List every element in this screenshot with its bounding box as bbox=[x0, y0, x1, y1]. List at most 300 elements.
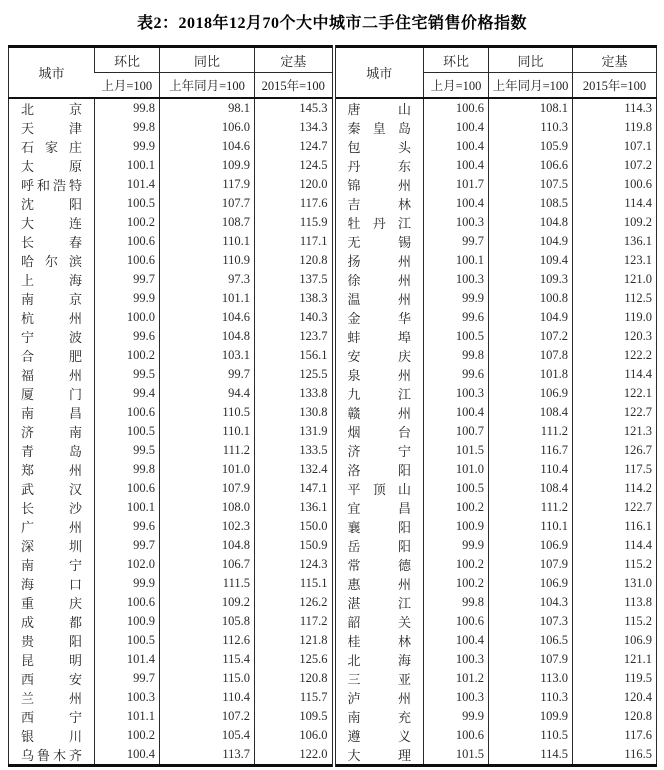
fixed-base-index-cell: 106.9 bbox=[573, 631, 657, 650]
city-cell: 安庆 bbox=[334, 346, 424, 365]
city-cell: 青岛 bbox=[21, 444, 82, 459]
yoy-index-cell: 107.9 bbox=[489, 555, 573, 574]
fixed-base-index-cell: 122.7 bbox=[573, 498, 657, 517]
yoy-index-cell: 107.2 bbox=[489, 327, 573, 346]
yoy-index-cell: 97.3 bbox=[160, 270, 255, 289]
fixed-base-index-cell: 136.1 bbox=[573, 232, 657, 251]
fixed-base-index-cell: 126.2 bbox=[255, 593, 334, 612]
mom-index-cell: 100.9 bbox=[95, 612, 160, 631]
fixed-base-index-cell: 120.8 bbox=[255, 669, 334, 688]
yoy-index-cell: 109.3 bbox=[489, 270, 573, 289]
city-cell: 泸州 bbox=[334, 688, 424, 707]
yoy-index-cell: 113.7 bbox=[160, 745, 255, 766]
fixed-base-index-cell: 126.7 bbox=[573, 441, 657, 460]
city-cell: 济南 bbox=[21, 425, 82, 440]
fixed-base-index-cell: 121.0 bbox=[573, 270, 657, 289]
fixed-base-index-cell: 114.4 bbox=[573, 365, 657, 384]
header-mom-base-right: 上月=100 bbox=[424, 73, 489, 99]
mom-index-cell: 100.2 bbox=[95, 346, 160, 365]
city-cell: 长春 bbox=[21, 235, 82, 250]
mom-index-cell: 101.4 bbox=[95, 650, 160, 669]
city-cell: 无锡 bbox=[334, 232, 424, 251]
yoy-index-cell: 101.0 bbox=[160, 460, 255, 479]
header-yoy-right: 同比 bbox=[489, 47, 573, 73]
yoy-index-cell: 113.0 bbox=[489, 669, 573, 688]
mom-index-cell: 100.2 bbox=[95, 213, 160, 232]
header-city-right: 城市 bbox=[334, 47, 424, 99]
fixed-base-index-cell: 115.9 bbox=[255, 213, 334, 232]
city-cell: 哈尔滨 bbox=[21, 254, 82, 269]
yoy-index-cell: 110.4 bbox=[489, 460, 573, 479]
yoy-index-cell: 109.4 bbox=[489, 251, 573, 270]
city-cell: 襄阳 bbox=[334, 517, 424, 536]
city-cell: 上海 bbox=[21, 273, 82, 288]
yoy-index-cell: 110.1 bbox=[160, 422, 255, 441]
city-cell: 韶关 bbox=[334, 612, 424, 631]
fixed-base-index-cell: 117.5 bbox=[573, 460, 657, 479]
yoy-index-cell: 105.4 bbox=[160, 726, 255, 745]
yoy-index-cell: 104.6 bbox=[160, 308, 255, 327]
mom-index-cell: 99.9 bbox=[95, 137, 160, 156]
mom-index-cell: 100.4 bbox=[95, 745, 160, 766]
yoy-index-cell: 110.1 bbox=[160, 232, 255, 251]
yoy-index-cell: 107.8 bbox=[489, 346, 573, 365]
mom-index-cell: 99.7 bbox=[95, 536, 160, 555]
fixed-base-index-cell: 121.8 bbox=[255, 631, 334, 650]
fixed-base-index-cell: 115.2 bbox=[573, 555, 657, 574]
yoy-index-cell: 106.6 bbox=[489, 156, 573, 175]
yoy-index-cell: 108.4 bbox=[489, 479, 573, 498]
city-cell: 石家庄 bbox=[21, 140, 82, 155]
city-cell: 惠州 bbox=[334, 574, 424, 593]
fixed-base-index-cell: 114.2 bbox=[573, 479, 657, 498]
mom-index-cell: 101.7 bbox=[424, 175, 489, 194]
city-cell: 深圳 bbox=[21, 539, 82, 554]
city-cell: 银川 bbox=[21, 729, 82, 744]
table-row bbox=[9, 631, 657, 650]
city-cell: 桂林 bbox=[334, 631, 424, 650]
mom-index-cell: 100.1 bbox=[95, 498, 160, 517]
city-cell: 杭州 bbox=[21, 311, 82, 326]
fixed-base-index-cell: 117.6 bbox=[255, 194, 334, 213]
table-row bbox=[9, 137, 657, 156]
mom-index-cell: 99.5 bbox=[95, 365, 160, 384]
mom-index-cell: 99.7 bbox=[95, 270, 160, 289]
table-row bbox=[9, 346, 657, 365]
city-cell: 洛阳 bbox=[334, 460, 424, 479]
yoy-index-cell: 110.1 bbox=[489, 517, 573, 536]
yoy-index-cell: 110.4 bbox=[160, 688, 255, 707]
mom-index-cell: 99.6 bbox=[95, 327, 160, 346]
table-row bbox=[9, 384, 657, 403]
fixed-base-index-cell: 114.4 bbox=[573, 194, 657, 213]
table-row bbox=[9, 555, 657, 574]
city-cell: 平顶山 bbox=[334, 479, 424, 498]
fixed-base-index-cell: 116.1 bbox=[573, 517, 657, 536]
table-body bbox=[9, 98, 657, 766]
mom-index-cell: 100.1 bbox=[424, 251, 489, 270]
mom-index-cell: 100.5 bbox=[424, 327, 489, 346]
mom-index-cell: 99.6 bbox=[424, 365, 489, 384]
yoy-index-cell: 116.7 bbox=[489, 441, 573, 460]
header-group-row bbox=[9, 47, 657, 73]
fixed-base-index-cell: 117.2 bbox=[255, 612, 334, 631]
price-index-table bbox=[8, 45, 657, 767]
city-cell: 郑州 bbox=[21, 463, 82, 478]
fixed-base-index-cell: 125.5 bbox=[255, 365, 334, 384]
mom-index-cell: 100.2 bbox=[424, 498, 489, 517]
header-yoy-base-left: 上年同月=100 bbox=[160, 73, 255, 99]
fixed-base-index-cell: 119.8 bbox=[573, 118, 657, 137]
mom-index-cell: 101.0 bbox=[424, 460, 489, 479]
yoy-index-cell: 107.9 bbox=[160, 479, 255, 498]
city-cell: 昆明 bbox=[21, 653, 82, 668]
city-cell: 大连 bbox=[21, 216, 82, 231]
mom-index-cell: 99.9 bbox=[424, 289, 489, 308]
table-row bbox=[9, 479, 657, 498]
city-cell: 太原 bbox=[21, 159, 82, 174]
page-title: 表2：2018年12月70个大中城市二手住宅销售价格指数 bbox=[136, 15, 527, 32]
yoy-index-cell: 105.9 bbox=[489, 137, 573, 156]
table-row bbox=[9, 213, 657, 232]
yoy-index-cell: 110.5 bbox=[489, 726, 573, 745]
yoy-index-cell: 117.9 bbox=[160, 175, 255, 194]
city-cell: 北海 bbox=[334, 650, 424, 669]
fixed-base-index-cell: 107.2 bbox=[573, 156, 657, 175]
fixed-base-index-cell: 107.1 bbox=[573, 137, 657, 156]
fixed-base-index-cell: 121.1 bbox=[573, 650, 657, 669]
mom-index-cell: 100.0 bbox=[95, 308, 160, 327]
fixed-base-index-cell: 120.8 bbox=[255, 251, 334, 270]
yoy-index-cell: 111.2 bbox=[489, 422, 573, 441]
yoy-index-cell: 106.5 bbox=[489, 631, 573, 650]
mom-index-cell: 100.2 bbox=[424, 574, 489, 593]
table-row bbox=[9, 688, 657, 707]
yoy-index-cell: 104.8 bbox=[160, 327, 255, 346]
table-row bbox=[9, 517, 657, 536]
yoy-index-cell: 111.2 bbox=[489, 498, 573, 517]
city-cell: 常德 bbox=[334, 555, 424, 574]
fixed-base-index-cell: 124.5 bbox=[255, 156, 334, 175]
fixed-base-index-cell: 122.1 bbox=[573, 384, 657, 403]
table-row bbox=[9, 403, 657, 422]
yoy-index-cell: 115.4 bbox=[160, 650, 255, 669]
city-cell: 西宁 bbox=[21, 710, 82, 725]
city-cell: 海口 bbox=[21, 577, 82, 592]
city-cell: 徐州 bbox=[334, 270, 424, 289]
yoy-index-cell: 108.0 bbox=[160, 498, 255, 517]
city-cell: 南宁 bbox=[21, 558, 82, 573]
fixed-base-index-cell: 115.2 bbox=[573, 612, 657, 631]
mom-index-cell: 99.9 bbox=[95, 574, 160, 593]
city-cell: 武汉 bbox=[21, 482, 82, 497]
mom-index-cell: 100.6 bbox=[95, 403, 160, 422]
mom-index-cell: 100.5 bbox=[424, 479, 489, 498]
header-mom-left: 环比 bbox=[95, 47, 160, 73]
header-sub-row bbox=[9, 73, 657, 99]
city-cell: 扬州 bbox=[334, 251, 424, 270]
fixed-base-index-cell: 119.0 bbox=[573, 308, 657, 327]
city-cell: 烟台 bbox=[334, 422, 424, 441]
city-cell: 乌鲁木齐 bbox=[21, 748, 82, 763]
fixed-base-index-cell: 137.5 bbox=[255, 270, 334, 289]
table-row bbox=[9, 194, 657, 213]
city-cell: 三亚 bbox=[334, 669, 424, 688]
city-cell: 广州 bbox=[21, 520, 82, 535]
mom-index-cell: 100.3 bbox=[424, 688, 489, 707]
yoy-index-cell: 107.9 bbox=[489, 650, 573, 669]
mom-index-cell: 100.3 bbox=[424, 213, 489, 232]
mom-index-cell: 100.6 bbox=[95, 479, 160, 498]
table-row bbox=[9, 156, 657, 175]
fixed-base-index-cell: 117.6 bbox=[573, 726, 657, 745]
header-mom-right: 环比 bbox=[424, 47, 489, 73]
yoy-index-cell: 107.2 bbox=[160, 707, 255, 726]
yoy-index-cell: 106.9 bbox=[489, 574, 573, 593]
city-cell: 济宁 bbox=[334, 441, 424, 460]
fixed-base-index-cell: 138.3 bbox=[255, 289, 334, 308]
fixed-base-index-cell: 120.3 bbox=[573, 327, 657, 346]
fixed-base-index-cell: 156.1 bbox=[255, 346, 334, 365]
city-cell: 天津 bbox=[21, 121, 82, 136]
fixed-base-index-cell: 121.3 bbox=[573, 422, 657, 441]
fixed-base-index-cell: 115.1 bbox=[255, 574, 334, 593]
city-cell: 泉州 bbox=[334, 365, 424, 384]
table-row bbox=[9, 669, 657, 688]
city-cell: 成都 bbox=[21, 615, 82, 630]
mom-index-cell: 100.5 bbox=[95, 422, 160, 441]
header-base-base-right: 2015年=100 bbox=[573, 73, 657, 99]
table-row bbox=[9, 745, 657, 766]
fixed-base-index-cell: 124.3 bbox=[255, 555, 334, 574]
table-row bbox=[9, 441, 657, 460]
yoy-index-cell: 110.3 bbox=[489, 118, 573, 137]
yoy-index-cell: 109.2 bbox=[160, 593, 255, 612]
mom-index-cell: 99.8 bbox=[95, 118, 160, 137]
header-base-left: 定基 bbox=[255, 47, 334, 73]
mom-index-cell: 100.5 bbox=[95, 194, 160, 213]
mom-index-cell: 100.9 bbox=[424, 517, 489, 536]
yoy-index-cell: 108.7 bbox=[160, 213, 255, 232]
fixed-base-index-cell: 147.1 bbox=[255, 479, 334, 498]
fixed-base-index-cell: 115.7 bbox=[255, 688, 334, 707]
table-row bbox=[9, 498, 657, 517]
mom-index-cell: 100.5 bbox=[95, 631, 160, 650]
city-cell: 宁波 bbox=[21, 330, 82, 345]
fixed-base-index-cell: 123.7 bbox=[255, 327, 334, 346]
city-cell: 西安 bbox=[21, 672, 82, 687]
fixed-base-index-cell: 113.8 bbox=[573, 593, 657, 612]
city-cell: 南京 bbox=[21, 292, 82, 307]
header-yoy-left: 同比 bbox=[160, 47, 255, 73]
city-cell: 厦门 bbox=[21, 387, 82, 402]
yoy-index-cell: 106.9 bbox=[489, 384, 573, 403]
city-cell: 蚌埠 bbox=[334, 327, 424, 346]
city-cell: 遵义 bbox=[334, 726, 424, 745]
yoy-index-cell: 103.1 bbox=[160, 346, 255, 365]
fixed-base-index-cell: 109.2 bbox=[573, 213, 657, 232]
mom-index-cell: 100.4 bbox=[424, 631, 489, 650]
mom-index-cell: 100.3 bbox=[95, 688, 160, 707]
fixed-base-index-cell: 140.3 bbox=[255, 308, 334, 327]
city-cell: 包头 bbox=[334, 137, 424, 156]
yoy-index-cell: 102.3 bbox=[160, 517, 255, 536]
yoy-index-cell: 114.5 bbox=[489, 745, 573, 766]
fixed-base-index-cell: 131.9 bbox=[255, 422, 334, 441]
city-cell: 牡丹江 bbox=[334, 213, 424, 232]
mom-index-cell: 100.3 bbox=[424, 650, 489, 669]
mom-index-cell: 99.6 bbox=[424, 308, 489, 327]
fixed-base-index-cell: 120.0 bbox=[255, 175, 334, 194]
yoy-index-cell: 104.8 bbox=[489, 213, 573, 232]
yoy-index-cell: 94.4 bbox=[160, 384, 255, 403]
mom-index-cell: 100.7 bbox=[424, 422, 489, 441]
yoy-index-cell: 104.3 bbox=[489, 593, 573, 612]
mom-index-cell: 100.2 bbox=[424, 555, 489, 574]
header-city-left: 城市 bbox=[9, 47, 95, 99]
yoy-index-cell: 100.8 bbox=[489, 289, 573, 308]
yoy-index-cell: 109.9 bbox=[160, 156, 255, 175]
fixed-base-index-cell: 106.0 bbox=[255, 726, 334, 745]
fixed-base-index-cell: 150.9 bbox=[255, 536, 334, 555]
fixed-base-index-cell: 119.5 bbox=[573, 669, 657, 688]
fixed-base-index-cell: 133.5 bbox=[255, 441, 334, 460]
mom-index-cell: 100.6 bbox=[424, 98, 489, 118]
table-row bbox=[9, 650, 657, 669]
yoy-index-cell: 106.0 bbox=[160, 118, 255, 137]
mom-index-cell: 99.9 bbox=[424, 536, 489, 555]
city-cell: 福州 bbox=[21, 368, 82, 383]
table-row bbox=[9, 289, 657, 308]
fixed-base-index-cell: 120.8 bbox=[573, 707, 657, 726]
mom-index-cell: 100.6 bbox=[424, 612, 489, 631]
mom-index-cell: 100.4 bbox=[424, 118, 489, 137]
yoy-index-cell: 108.5 bbox=[489, 194, 573, 213]
city-cell: 赣州 bbox=[334, 403, 424, 422]
mom-index-cell: 100.4 bbox=[424, 137, 489, 156]
mom-index-cell: 99.4 bbox=[95, 384, 160, 403]
city-cell: 金华 bbox=[334, 308, 424, 327]
table-row bbox=[9, 98, 657, 118]
table-row bbox=[9, 308, 657, 327]
mom-index-cell: 102.0 bbox=[95, 555, 160, 574]
header-base-base-left: 2015年=100 bbox=[255, 73, 334, 99]
mom-index-cell: 100.3 bbox=[424, 270, 489, 289]
fixed-base-index-cell: 150.0 bbox=[255, 517, 334, 536]
table-row bbox=[9, 232, 657, 251]
table-row bbox=[9, 612, 657, 631]
yoy-index-cell: 99.7 bbox=[160, 365, 255, 384]
table-row bbox=[9, 460, 657, 479]
yoy-index-cell: 98.1 bbox=[160, 98, 255, 118]
city-cell: 贵阳 bbox=[21, 634, 82, 649]
mom-index-cell: 100.4 bbox=[424, 403, 489, 422]
city-cell: 呼和浩特 bbox=[21, 178, 82, 193]
yoy-index-cell: 107.5 bbox=[489, 175, 573, 194]
table-row bbox=[9, 327, 657, 346]
table-row bbox=[9, 707, 657, 726]
mom-index-cell: 100.4 bbox=[424, 194, 489, 213]
city-cell: 湛江 bbox=[334, 593, 424, 612]
yoy-index-cell: 106.9 bbox=[489, 536, 573, 555]
fixed-base-index-cell: 117.1 bbox=[255, 232, 334, 251]
mom-index-cell: 99.8 bbox=[95, 98, 160, 118]
table-row bbox=[9, 175, 657, 194]
yoy-index-cell: 107.7 bbox=[160, 194, 255, 213]
fixed-base-index-cell: 131.0 bbox=[573, 574, 657, 593]
city-cell: 南昌 bbox=[21, 406, 82, 421]
yoy-index-cell: 110.5 bbox=[160, 403, 255, 422]
city-cell: 大理 bbox=[334, 745, 424, 766]
yoy-index-cell: 111.5 bbox=[160, 574, 255, 593]
yoy-index-cell: 110.3 bbox=[489, 688, 573, 707]
city-cell: 秦皇岛 bbox=[334, 118, 424, 137]
yoy-index-cell: 101.8 bbox=[489, 365, 573, 384]
mom-index-cell: 100.2 bbox=[95, 726, 160, 745]
table-row bbox=[9, 422, 657, 441]
mom-index-cell: 100.6 bbox=[424, 726, 489, 745]
city-cell: 九江 bbox=[334, 384, 424, 403]
yoy-index-cell: 107.3 bbox=[489, 612, 573, 631]
city-cell: 丹东 bbox=[334, 156, 424, 175]
fixed-base-index-cell: 133.8 bbox=[255, 384, 334, 403]
mom-index-cell: 99.8 bbox=[424, 593, 489, 612]
city-cell: 北京 bbox=[21, 102, 82, 117]
mom-index-cell: 100.6 bbox=[95, 232, 160, 251]
mom-index-cell: 100.4 bbox=[424, 156, 489, 175]
fixed-base-index-cell: 145.3 bbox=[255, 98, 334, 118]
city-cell: 岳阳 bbox=[334, 536, 424, 555]
fixed-base-index-cell: 123.1 bbox=[573, 251, 657, 270]
yoy-index-cell: 104.6 bbox=[160, 137, 255, 156]
yoy-index-cell: 104.9 bbox=[489, 308, 573, 327]
fixed-base-index-cell: 124.7 bbox=[255, 137, 334, 156]
mom-index-cell: 99.8 bbox=[424, 346, 489, 365]
city-cell: 温州 bbox=[334, 289, 424, 308]
city-cell: 长沙 bbox=[21, 501, 82, 516]
mom-index-cell: 101.4 bbox=[95, 175, 160, 194]
yoy-index-cell: 109.9 bbox=[489, 707, 573, 726]
city-cell: 唐山 bbox=[334, 98, 424, 118]
fixed-base-index-cell: 132.4 bbox=[255, 460, 334, 479]
mom-index-cell: 101.5 bbox=[424, 745, 489, 766]
mom-index-cell: 100.3 bbox=[424, 384, 489, 403]
table-row bbox=[9, 270, 657, 289]
yoy-index-cell: 111.2 bbox=[160, 441, 255, 460]
mom-index-cell: 100.1 bbox=[95, 156, 160, 175]
header-yoy-base-right: 上年同月=100 bbox=[489, 73, 573, 99]
fixed-base-index-cell: 109.5 bbox=[255, 707, 334, 726]
fixed-base-index-cell: 112.5 bbox=[573, 289, 657, 308]
fixed-base-index-cell: 116.5 bbox=[573, 745, 657, 766]
yoy-index-cell: 104.8 bbox=[160, 536, 255, 555]
fixed-base-index-cell: 122.2 bbox=[573, 346, 657, 365]
table-row bbox=[9, 536, 657, 555]
mom-index-cell: 99.8 bbox=[95, 460, 160, 479]
mom-index-cell: 101.5 bbox=[424, 441, 489, 460]
table-header bbox=[9, 47, 657, 99]
yoy-index-cell: 110.9 bbox=[160, 251, 255, 270]
city-cell: 重庆 bbox=[21, 596, 82, 611]
yoy-index-cell: 115.0 bbox=[160, 669, 255, 688]
fixed-base-index-cell: 122.7 bbox=[573, 403, 657, 422]
fixed-base-index-cell: 114.3 bbox=[573, 98, 657, 118]
city-cell: 吉林 bbox=[334, 194, 424, 213]
fixed-base-index-cell: 114.4 bbox=[573, 536, 657, 555]
mom-index-cell: 101.2 bbox=[424, 669, 489, 688]
mom-index-cell: 100.6 bbox=[95, 593, 160, 612]
yoy-index-cell: 101.1 bbox=[160, 289, 255, 308]
